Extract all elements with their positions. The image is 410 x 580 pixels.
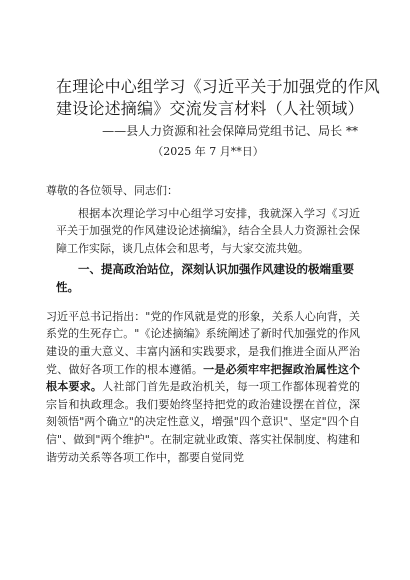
date-line: （2025 年 7 月**日） bbox=[152, 145, 264, 158]
salutation: 尊敬的各位领导、同志们： bbox=[46, 184, 178, 197]
title-line-1: 在理论中心组学习《习近平关于加强党的作风 bbox=[56, 77, 381, 96]
section-1-bold-point: 一是必须牢牢把握政治属性这个根本要求。 bbox=[46, 362, 361, 394]
section-heading-1: 一、提高政治站位，深刻认识加强作风建设的极端重要性。 bbox=[56, 262, 354, 295]
intro-paragraph: 根据本次理论学习中心组学习安排，我就深入学习《习近平关于加强党的作风建设论述摘编》，结合全县人力资源社会保障工作实际，谈几点体会和思考，与大家交流共勉。 bbox=[56, 206, 360, 255]
title-line-2: 建设论述摘编》交流发言材料（人社领域） bbox=[56, 99, 364, 118]
document-title bbox=[56, 76, 381, 120]
section-1-paragraph bbox=[46, 308, 360, 466]
section-1-text-a: 习近平总书记指出："党的作风就是党的形象，关系人心向背，关系党的生死存亡。"《论述摘编》系统阐述了新时代加强党的作风建设的重大意义、丰富内涵和实践要求，是我们推进全面从严治党、做好各项工作的根本遵循。 bbox=[46, 309, 360, 376]
author-line: ——县人力资源和社会保障局党组书记、局长 ** bbox=[102, 124, 358, 138]
section-1-text-b: 人社部门首先是政治机关，每一项工作都体现着党的宗旨和执政理念。我们要始终坚持把党的政治建设摆在首位，深刻领悟"两个确立"的决定性意义，增强"四个意识"、坚定"四个自信"、做到"两个维护"。在制定就业政策、落实社保制度、构建和谐劳动关系等各项工作中，都要自觉同党 bbox=[46, 380, 361, 464]
